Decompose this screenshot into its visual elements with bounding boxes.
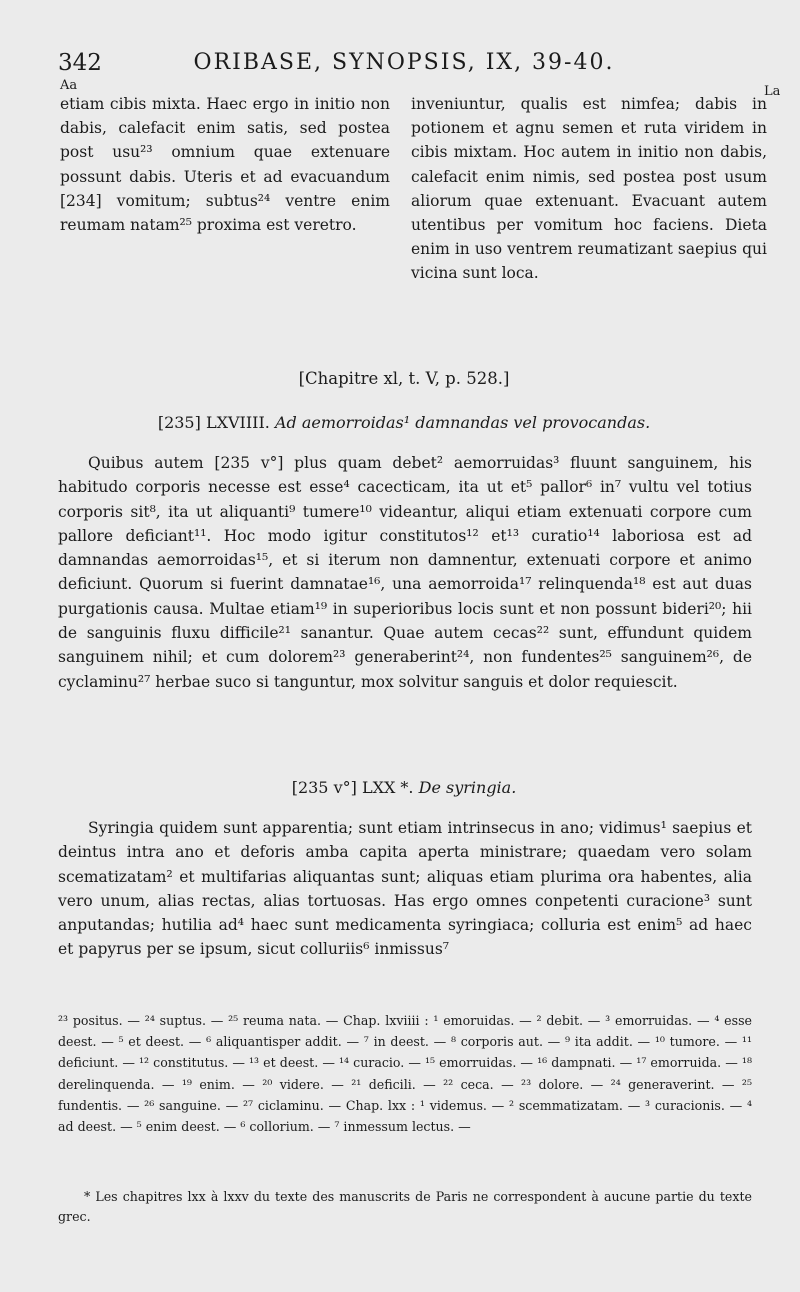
footnote: * Les chapitres lxx à lxxv du texte des manuscrits de Paris ne correspondent à aucune partie du texte grec.	[58, 1189, 752, 1224]
section-heading-69	[58, 413, 750, 432]
left-column-text: etiam cibis mixta. Haec ergo in initio non dabis, calefacit enim satis, sed postea post usu²³ omnium quae extenuare possunt dabis. Uteris et ad evacuandum [234] vomitum; subtus²⁴ ventre enim reumam natam²⁵ proxima est veretro.	[60, 95, 390, 235]
left-siglum: Aa	[60, 78, 78, 93]
right-siglum: La	[764, 84, 781, 99]
section-heading-70	[58, 778, 750, 797]
right-column-text: inveniuntur, qualis est nimfea; dabis in potionem et agnu semen et ruta viridem in cibis mixtam. Hoc autem in initio non dabis, calefacit enim nimis, sed postea post usum aliorum quae extenuant. Evacuant autem utentibus per vomitum hoc faciens. Dieta enim in uso ventrem reumatizant saepius qui vicina sunt loca.	[411, 95, 767, 283]
section-70-body	[58, 816, 752, 962]
section-70-text: Syringia quidem sunt apparentia; sunt etiam intrinsecus in ano; vidimus¹ saepius et deintus intra ano et deforis amba capita aperta ministrare; quaedam vero solam scematizatam² et multifarias aliquantas sunt; aliquas etiam plurima ora habentes, alia vero unum, alias rectas, alias tortuosas. Has ergo omnes conpetenti curacione³ sunt anputandas; hutilia ad⁴ haec sunt medicamenta syringiaca; colluria est enim⁵ ad haec et papyrus per se ipsum, sicut colluriis⁶ inmissus⁷	[58, 819, 752, 959]
critical-apparatus: ²³ positus. — ²⁴ suptus. — ²⁵ reuma nata. — Chap. lxviiii : ¹ emoruidas. — ² debit. — ³ emorruidas. — ⁴ esse deest. — ⁵ et deest. — ⁶ aliquantisper addit. — ⁷ in deest. — ⁸ corporis aut. — ⁹ ita addit. — ¹⁰ tumore. — ¹¹ deficiunt. — ¹² constitutus. — ¹³ et deest. — ¹⁴ curacio. — ¹⁵ emorruidas. — ¹⁶ dampnati. — ¹⁷ emorruida. — ¹⁸ derelinquenda. — ¹⁹ enim. — ²⁰ videre. — ²¹ deficili. — ²² ceca. — ²³ dolore. — ²⁴ generaverint. — ²⁵ fundentis. — ²⁶ sanguine. — ²⁷ ciclaminu. — Chap. lxx : ¹ videmus. — ² scemmatizatam. — ³ curacionis. — ⁴ ad deest. — ⁵ enim deest. — ⁶ collorium. — ⁷ inmessum lectus. —	[58, 1013, 752, 1135]
left-column	[60, 92, 390, 237]
section-heading-69-title: Ad aemorroidas¹ damnandas vel provocandas.	[274, 413, 651, 432]
running-title: ORIBASE, SYNOPSIS, IX, 39-40.	[193, 50, 615, 75]
section-69-body	[58, 451, 752, 694]
running-header	[58, 50, 750, 84]
right-column	[411, 92, 767, 286]
page-number: 342	[58, 50, 102, 76]
section-heading-70-number: [235 v°] LXX *.	[291, 778, 414, 797]
chapter-reference: [Chapitre xl, t. V, p. 528.]	[298, 369, 510, 388]
section-heading-70-title: De syringia.	[418, 778, 517, 797]
section-69-text: Quibus autem [235 v°] plus quam debet² aemorruidas³ fluunt sanguinem, his habitudo corporis necesse est esse⁴ cacecticam, ita ut et⁵ pallor⁶ in⁷ vultu vel totius corporis sit⁸, ita ut aliquanti⁹ tumere¹⁰ videantur, aliqui etiam extenuati corpore cum pallore deficiant¹¹. Hoc modo igitur constitutos¹² et¹³ curatio¹⁴ laboriosa est ad damnandas aemorroidas¹⁵, et si iterum non damnentur, extenuati corpore et animo deficiunt. Quorum si fuerint damnatae¹⁶, una aemorroida¹⁷ relinquenda¹⁸ est aut duas purgationis causa. Multae etiam¹⁹ in superioribus locis sunt et non possunt bideri²⁰; hii de sanguinis fluxu difficile²¹ sanantur. Quae autem cecas²² sunt, effundunt quidem sanguinem nihil; et cum dolorem²³ generaberint²⁴, non fundentes²⁵ sanguinem²⁶, de cyclaminu²⁷ herbae suco si tanguntur, mox solvitur sanguis et dolor requiescit.	[58, 454, 752, 691]
section-heading-69-number: [235] LXVIIII.	[157, 413, 270, 432]
